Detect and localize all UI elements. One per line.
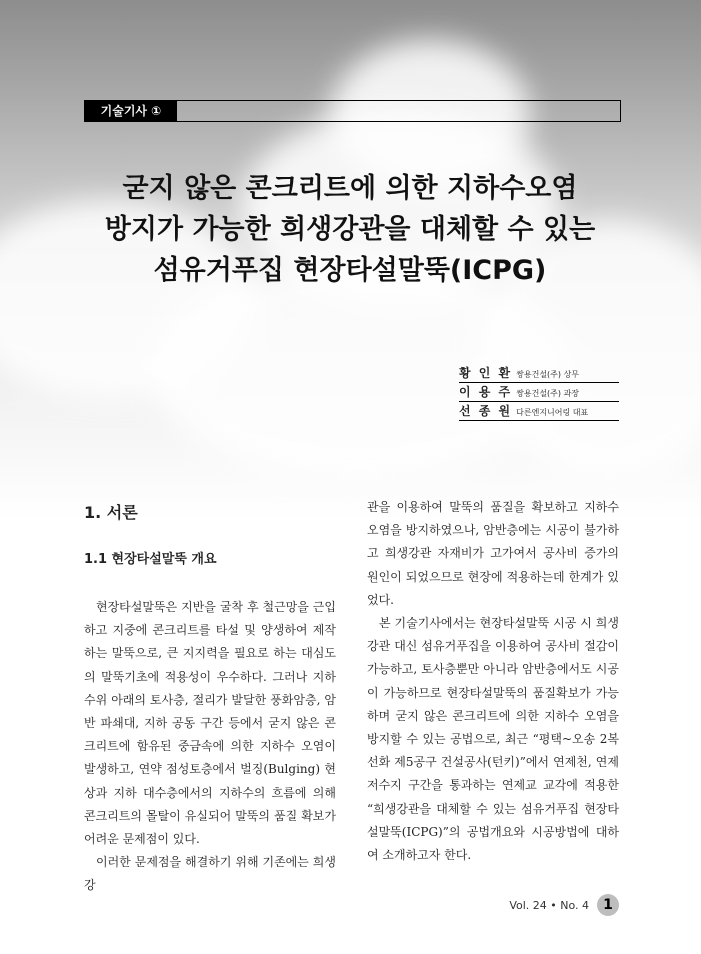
title-line: 방지가 가능한 희생강관을 대체할 수 있는: [104, 214, 596, 245]
page-number: 1: [597, 894, 619, 916]
section-tag-bar: [84, 100, 621, 122]
author-row: [459, 383, 619, 402]
section-tag-label: 기술기사 ①: [85, 101, 177, 121]
left-column: [84, 596, 336, 898]
author-name: 황 인 환: [459, 366, 513, 380]
article-title: [40, 168, 660, 291]
author-affiliation: 쌍용건설(주) 과장: [516, 389, 580, 398]
paragraph: 현장타설말뚝은 지반을 굴착 후 철근망을 근입하고 지중에 콘크리트를 타설 및 양생하여 제작하는 말뚝으로, 큰 지지력을 필요로 하는 대심도의 말뚝기초에 적용성이 우수하다. 그러나 지하수위 아래의 토사층, 절리가 발달한 풍화암층, 암반 파쇄대, 지하 공동 구간 등에서 굳지 않은 콘크리트에 함유된 중금속에 의한 지하수 오염이 발생하고, 연약 점성토층에서 벌징(Bulging) 현상과 지하 대수층에서의 지하수의 흐름에 의해 콘크리트의 몰탈이 유실되어 말뚝의 품질 확보가 어려운 문제점이 있다.: [84, 600, 336, 847]
author-name: 이 용 주: [459, 385, 513, 399]
paragraph: 이러한 문제점을 해결하기 위해 기존에는 희생강: [84, 855, 336, 893]
title-line: 섬유거푸집 현장타설말뚝(ICPG): [153, 255, 547, 286]
author-name: 선 종 원: [459, 404, 513, 418]
author-row: [459, 402, 619, 421]
volume-label: Vol. 24 • No. 4: [509, 898, 589, 912]
paragraph: 본 기술기사에서는 현장타설말뚝 시공 시 희생강관 대신 섬유거푸집을 이용하여 공사비 절감이 가능하고, 토사층뿐만 아니라 암반층에서도 시공이 가능하므로 현장타설말뚝의 품질확보가 가능하며 굳지 않은 콘크리트에 의한 지하수 오염을 방지할 수 있는 공법으로, 최근 “평택~오송 2복선화 제5공구 건설공사(턴키)”에서 연제천, 연제저수지 구간을 통과하는 연제교 교각에 적용한 “희생강관을 대체할 수 있는 섬유거푸집 현장타설말뚝(ICPG)”의 공법개요와 시공방법에 대하여 소개하고자 한다.: [367, 616, 619, 863]
subsection-heading: 1.1 현장타설말뚝 개요: [84, 552, 217, 567]
author-affiliation: 쌍용건설(주) 상무: [516, 370, 580, 379]
author-row: [459, 364, 619, 383]
author-affiliation: 다른엔지니어링 대표: [516, 408, 589, 417]
right-column: [367, 496, 619, 867]
section-heading: 1. 서론: [84, 503, 138, 522]
paragraph: 관을 이용하여 말뚝의 품질을 확보하고 지하수 오염을 방지하였으나, 암반층에는 시공이 불가하고 희생강관 자재비가 고가여서 공사비 증가의 원인이 되었으므로 현장에 적용하는데 한계가 있었다.: [367, 500, 619, 607]
title-line: 굳지 않은 콘크리트에 의한 지하수오염: [122, 173, 578, 204]
page-footer: [509, 894, 619, 916]
author-list: [459, 364, 619, 421]
